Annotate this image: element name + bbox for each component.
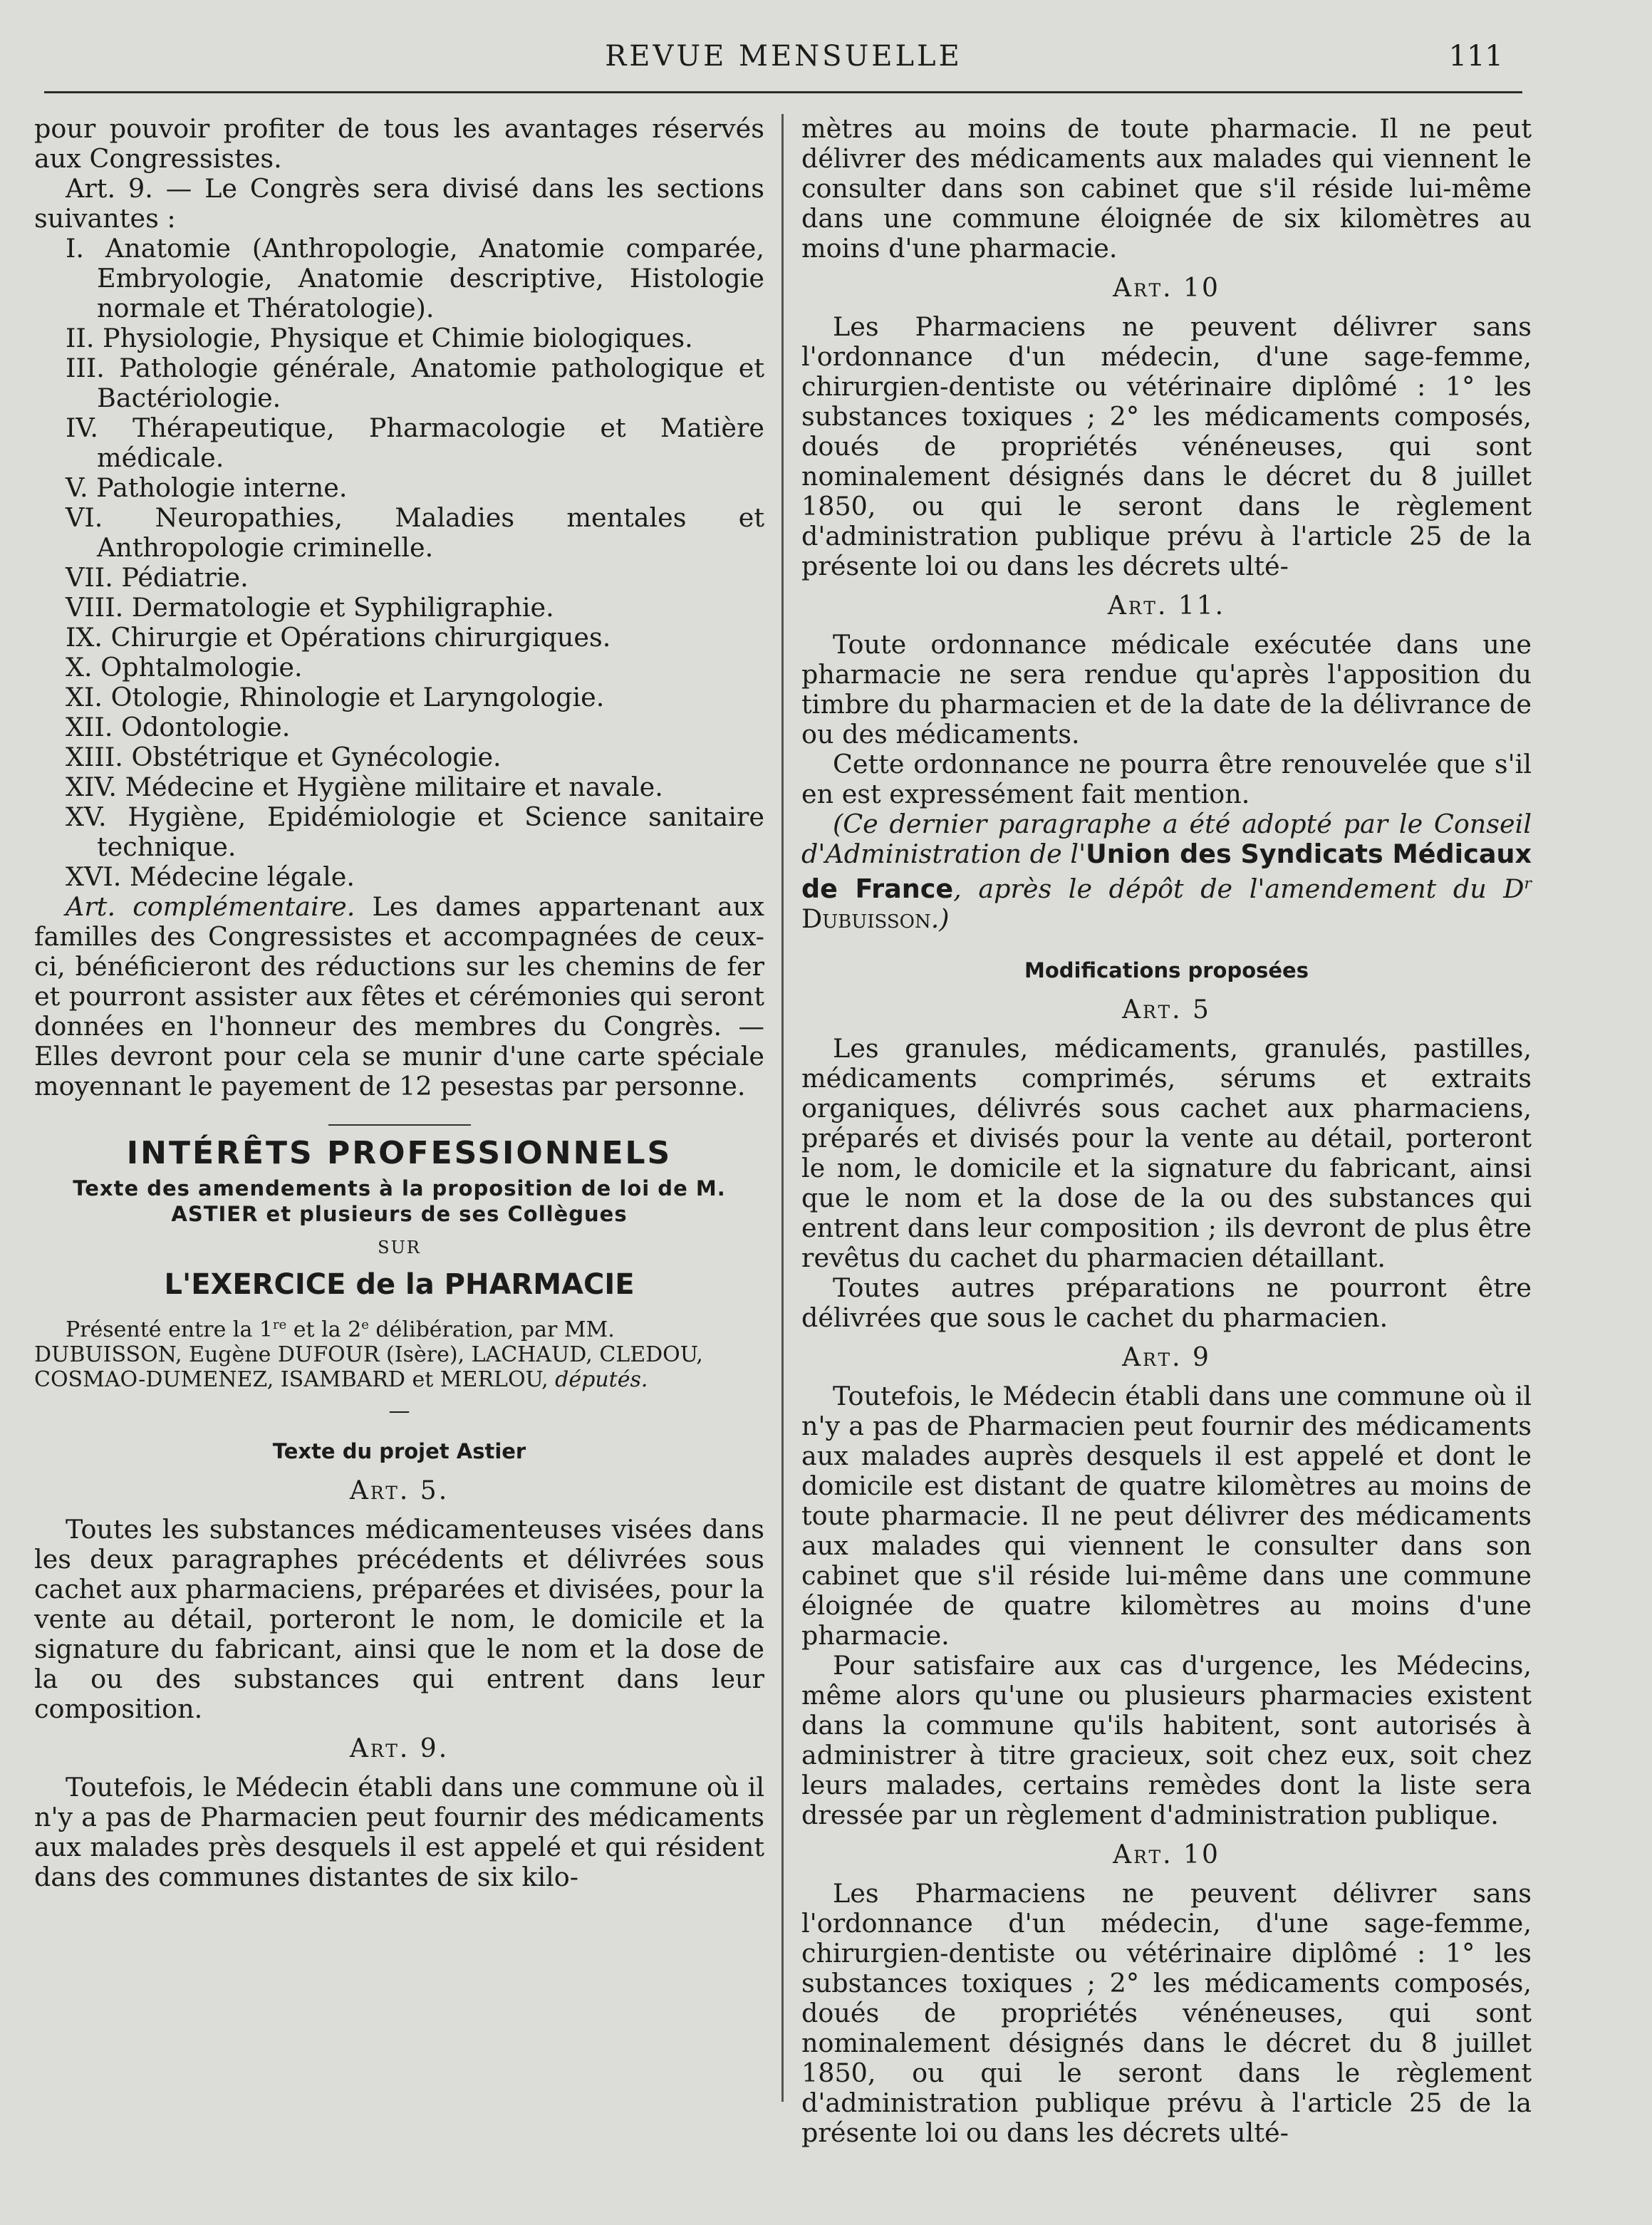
presented-text: délibération, par MM. DUBUISSON, Eugène DUFOUR (Isère), LACHAUD, CLEDOU, COSMAO-DUMENEZ, ISAMBARD et MERLOU, xyxy=(34,1317,703,1392)
note-text: (Ce dernier paragraphe a été adopté par le Conseil d'Administration de l' xyxy=(801,809,1532,869)
sections-list xyxy=(34,234,764,892)
article-heading: Art. 10 xyxy=(1113,1840,1220,1870)
presented-text: et la 2 xyxy=(286,1317,362,1342)
article-heading: Art. 11. xyxy=(1107,591,1226,621)
title-sup: r xyxy=(1524,875,1532,893)
right-column xyxy=(801,114,1532,2148)
mod-art5-paragraph: Toutes autres préparations ne pourront être délivrées que sous le cachet du pharmacien. xyxy=(801,1272,1532,1334)
mod-art5-paragraph: Les granules, médicaments, granulés, pastilles, médicaments comprimés, sérums et extraits organiques, délivrés sous cachet aux pharmaciens, préparés et divisés pour la vente au détail, porteront le nom, le domicile et la signature du fabricant, ainsi que le nom et la dose de la ou des substances qui entrent dans leur composition ; ils devront de plus être revêtus du cachet du pharmacien détaillant. xyxy=(801,1033,1532,1274)
mod-art9-paragraph: Toutefois, le Médecin établi dans une commune où il n'y a pas de Pharmacien peut fournir des médicaments aux malades auprès desquels il est appelé et dont le domicile est distant de quatre kilomètres au moins de toute pharmacie. Il ne peut délivrer des médicaments aux malades qui viennent le consulter dans son cabinet que s'il réside lui-même dans une commune éloignée de quatre kilomètres au moins d'une pharmacie. xyxy=(801,1381,1532,1651)
section-item: XV. Hygiène, Epidémiologie et Science sanitaire technique. xyxy=(66,802,764,862)
intro-paragraph: pour pouvoir profiter de tous les avantages réservés aux Congressistes. xyxy=(34,113,764,174)
section-item: IV. Thérapeutique, Pharmacologie et Matière médicale. xyxy=(66,413,764,473)
section-item: VI. Neuropathies, Maladies mentales et Anthropologie criminelle. xyxy=(66,502,764,563)
page-header xyxy=(43,36,1524,78)
running-title: REVUE MENSUELLE xyxy=(605,40,962,73)
section-item: X. Ophtalmologie. xyxy=(66,652,303,683)
complementary-article xyxy=(34,892,764,1101)
law-title: L'EXERCICE de la PHARMACIE xyxy=(164,1268,635,1301)
article-heading: Art. 5 xyxy=(1122,995,1211,1025)
article-heading: Art. 9. xyxy=(349,1734,450,1763)
section-item: III. Pathologie générale, Anatomie pathologique et Bactériologie. xyxy=(66,353,764,413)
sur-label: SUR xyxy=(378,1238,421,1257)
modifications-heading: Modifications proposées xyxy=(1024,958,1309,983)
section-item: XI. Otologie, Rhinologie et Laryngologie. xyxy=(66,682,605,712)
mod-art9-paragraph: Pour satisfaire aux cas d'urgence, les Médecins, même alors qu'une ou plusieurs pharmacies existent dans la commune qu'ils habitent, sont autorisés à administrer à titre gracieux, soit chez eux, soit chez leurs malades, certains remèdes dont la liste sera dressée par un règlement d'administration publique. xyxy=(801,1650,1532,1831)
ordinal-sup: e xyxy=(361,1317,369,1332)
art9-paragraph: Toutefois, le Médecin établi dans une commune où il n'y a pas de Pharmacien peut fournir des médicaments aux malades près desquels il est appelé et qui résident dans des communes distantes de six kilo- xyxy=(34,1772,764,1892)
presented-by xyxy=(34,1312,764,1392)
art10-paragraph: Les Pharmaciens ne peuvent délivrer sans l'ordonnance d'un médecin, d'une sage-femme, chirurgien-dentiste ou vétérinaire diplômé : 1° les substances toxiques ; 2° les médicaments composés, doués de propriétés vénéneuses, qui sont nominalement désignés dans le décret du 8 juillet 1850, ou qui le seront dans le règlement d'administration publique prévu à l'article 25 de la présente loi ou dans les décrets ulté- xyxy=(801,311,1532,581)
section-item: II. Physiologie, Physique et Chimie biologiques. xyxy=(66,323,693,353)
note-text: .) xyxy=(930,903,950,935)
note-name: Dubuisson xyxy=(801,903,931,935)
note-organization: Union des Syndicats Médicaux de France xyxy=(801,839,1532,905)
article-heading: Art. 5. xyxy=(349,1476,450,1505)
editorial-note xyxy=(801,809,1532,934)
projet-heading: Texte du projet Astier xyxy=(272,1439,526,1463)
article-heading: Art. 9 xyxy=(1122,1343,1211,1373)
section-item: VII. Pédiatrie. xyxy=(66,562,249,593)
amendments-subtitle: Texte des amendements à la proposition de loi de M. ASTIER et plusieurs de ses Collègues xyxy=(73,1176,726,1226)
section-separator xyxy=(328,1124,471,1126)
complementary-text: Les dames appartenant aux familles des Congressistes et accompagnées de ceux-ci, bénéficieront des réductions sur les chemins de fer et pourront assister aux fêtes et cérémonies qui seront données en l'honneur des membres du Congrès. — Elles devront pour cela se munir d'une carte spéciale moyennant le payement de 12 pesestas par personne. xyxy=(34,891,764,1101)
section-item: VIII. Dermatologie et Syphiligraphie. xyxy=(66,592,554,623)
left-column xyxy=(34,114,764,1892)
continuation-paragraph: mètres au moins de toute pharmacie. Il ne peut délivrer des médicaments aux malades qui viennent le consulter dans son cabinet que s'il réside lui-même dans une commune éloignée de six kilomètres au moins d'une pharmacie. xyxy=(801,113,1532,264)
section-item: XIV. Médecine et Hygiène militaire et navale. xyxy=(66,772,663,802)
section-item: V. Pathologie interne. xyxy=(66,472,348,503)
art5-paragraph: Toutes les substances médicamenteuses visées dans les deux paragraphes précédents et délivrées sous cachet aux pharmaciens, préparées et divisées, pour la vente au détail, porteront le nom, le domicile et la signature du fabricant, ainsi que le nom et la dose de la ou des substances qui entrent dans leur composition. xyxy=(34,1514,764,1724)
section-title: INTÉRÊTS PROFESSIONNELS xyxy=(126,1135,672,1171)
column-divider xyxy=(781,114,784,2102)
note-text: , après le dépôt de l'amendement du D xyxy=(953,873,1524,905)
section-item: I. Anatomie (Anthropologie, Anatomie comparée, Embryologie, Anatomie descriptive, Histologie normale et Thératologie). xyxy=(66,233,764,323)
art9-congress-paragraph: Art. 9. — Le Congrès sera divisé dans les sections suivantes : xyxy=(34,173,764,234)
dash-separator: — xyxy=(388,1399,410,1423)
art11-paragraph: Cette ordonnance ne pourra être renouvelée que s'il en est expressément fait mention. xyxy=(801,749,1532,809)
deputes-label: députés. xyxy=(555,1367,648,1392)
section-item: XIII. Obstétrique et Gynécologie. xyxy=(66,742,502,772)
art11-paragraph: Toute ordonnance médicale exécutée dans une pharmacie ne sera rendue qu'après l'apposition du timbre du pharmacien et de la date de la délivrance de ou des médicaments. xyxy=(801,629,1532,750)
section-item: XII. Odontologie. xyxy=(66,712,291,742)
header-rule xyxy=(44,91,1522,93)
section-item: XVI. Médecine légale. xyxy=(66,861,355,892)
complementary-label: Art. complémentaire. xyxy=(66,891,355,922)
mod-art10-paragraph: Les Pharmaciens ne peuvent délivrer sans l'ordonnance d'un médecin, d'une sage-femme, chirurgien-dentiste ou vétérinaire diplômé : 1° les substances toxiques ; 2° les médicaments composés, doués de propriétés vénéneuses, qui sont nominalement désignés dans le décret du 8 juillet 1850, ou qui le seront dans le règlement d'administration publique prévu à l'article 25 de la présente loi ou dans les décrets ulté- xyxy=(801,1878,1532,2149)
ordinal-sup: re xyxy=(272,1317,287,1332)
presented-text: Présenté entre la 1 xyxy=(66,1317,273,1342)
section-item: IX. Chirurgie et Opérations chirurgiques. xyxy=(66,622,611,653)
article-heading: Art. 10 xyxy=(1113,274,1220,303)
page-number: 111 xyxy=(1448,40,1503,73)
